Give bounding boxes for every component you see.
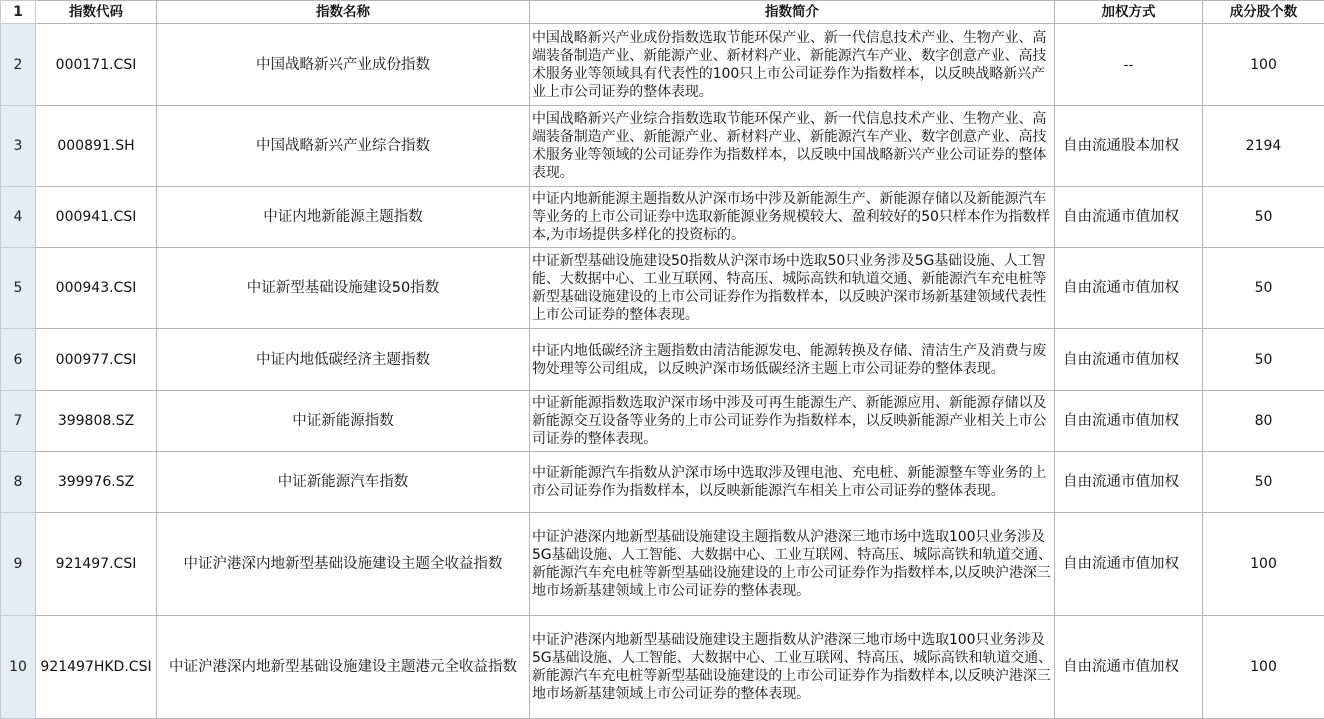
cell-code[interactable]: 000941.CSI (36, 187, 157, 248)
cell-weighting[interactable]: 自由流通股本加权 (1055, 106, 1203, 187)
cell-description[interactable]: 中证沪港深内地新型基础设施建设主题指数从沪港深三地市场中选取100只业务涉及5G基础设施、人工智能、大数据中心、工业互联网、特高压、城际高铁和轨道交通、新能源汽车充电桩等新型基础设施建设的上市公司证券作为指数样本,以反映沪港深三地市场新基建领域上市公司证券的整体表现。 (530, 513, 1055, 616)
cell-name[interactable]: 中国战略新兴产业综合指数 (157, 106, 530, 187)
cell-constituents[interactable]: 50 (1203, 452, 1324, 513)
cell-description[interactable]: 中国战略新兴产业综合指数选取节能环保产业、新一代信息技术产业、生物产业、高端装备制造产业、新能源产业、新材料产业、新能源汽车产业、数字创意产业、高技术服务业等领域的公司证券作为指数样本，以反映中国战略新兴产业公司证券的整体表现。 (530, 106, 1055, 187)
cell-name[interactable]: 中国战略新兴产业成份指数 (157, 24, 530, 106)
cell-name[interactable]: 中证沪港深内地新型基础设施建设主题全收益指数 (157, 513, 530, 616)
cell-constituents[interactable]: 100 (1203, 616, 1324, 719)
column-header-constituents[interactable]: 成分股个数 (1203, 1, 1324, 24)
row-header[interactable]: 5 (1, 248, 36, 329)
table-row (1, 616, 1324, 719)
cell-code[interactable]: 399808.SZ (36, 391, 157, 452)
row-header[interactable]: 6 (1, 329, 36, 391)
row-header[interactable]: 8 (1, 452, 36, 513)
column-header-description[interactable]: 指数简介 (530, 1, 1055, 24)
header-row (1, 1, 1324, 24)
cell-constituents[interactable]: 100 (1203, 24, 1324, 106)
cell-constituents[interactable]: 50 (1203, 187, 1324, 248)
cell-description[interactable]: 中证内地新能源主题指数从沪深市场中涉及新能源生产、新能源存储以及新能源汽车等业务的上市公司证券中选取新能源业务规模较大、盈利较好的50只样本作为指数样本,为市场提供多样化的投资标的。 (530, 187, 1055, 248)
cell-code[interactable]: 000891.SH (36, 106, 157, 187)
cell-weighting[interactable]: 自由流通市值加权 (1055, 391, 1203, 452)
table-row (1, 391, 1324, 452)
column-header-weighting[interactable]: 加权方式 (1055, 1, 1203, 24)
table-row (1, 513, 1324, 616)
cell-description[interactable]: 中国战略新兴产业成份指数选取节能环保产业、新一代信息技术产业、生物产业、高端装备制造产业、新能源产业、新材料产业、新能源汽车产业、数字创意产业、高技术服务业等领域具有代表性的100只上市公司证券作为指数样本，以反映战略新兴产业上市公司证券的整体表现。 (530, 24, 1055, 106)
row-header[interactable]: 10 (1, 616, 36, 719)
cell-name[interactable]: 中证内地新能源主题指数 (157, 187, 530, 248)
cell-name[interactable]: 中证新能源汽车指数 (157, 452, 530, 513)
table-row (1, 329, 1324, 391)
table-row (1, 106, 1324, 187)
row-header[interactable]: 3 (1, 106, 36, 187)
cell-weighting[interactable]: 自由流通市值加权 (1055, 513, 1203, 616)
row-header[interactable]: 2 (1, 24, 36, 106)
cell-constituents[interactable]: 50 (1203, 329, 1324, 391)
table-row (1, 248, 1324, 329)
row-header-1[interactable]: 1 (1, 1, 36, 24)
cell-description[interactable]: 中证内地低碳经济主题指数由清洁能源发电、能源转换及存储、清洁生产及消费与废物处理等公司组成，以反映沪深市场低碳经济主题上市公司证券的整体表现。 (530, 329, 1055, 391)
cell-constituents[interactable]: 100 (1203, 513, 1324, 616)
cell-constituents[interactable]: 2194 (1203, 106, 1324, 187)
cell-weighting[interactable]: 自由流通市值加权 (1055, 616, 1203, 719)
cell-weighting[interactable]: 自由流通市值加权 (1055, 329, 1203, 391)
row-header[interactable]: 9 (1, 513, 36, 616)
cell-code[interactable]: 000171.CSI (36, 24, 157, 106)
cell-name[interactable]: 中证新能源指数 (157, 391, 530, 452)
cell-code[interactable]: 921497.CSI (36, 513, 157, 616)
cell-weighting[interactable]: 自由流通市值加权 (1055, 248, 1203, 329)
cell-constituents[interactable]: 50 (1203, 248, 1324, 329)
cell-code[interactable]: 921497HKD.CSI (36, 616, 157, 719)
cell-name[interactable]: 中证新型基础设施建设50指数 (157, 248, 530, 329)
cell-weighting[interactable]: 自由流通市值加权 (1055, 452, 1203, 513)
cell-name[interactable]: 中证沪港深内地新型基础设施建设主题港元全收益指数 (157, 616, 530, 719)
cell-code[interactable]: 000943.CSI (36, 248, 157, 329)
cell-description[interactable]: 中证新能源指数选取沪深市场中涉及可再生能源生产、新能源应用、新能源存储以及新能源交互设备等业务的上市公司证券作为指数样本，以反映新能源产业相关上市公司证券的整体表现。 (530, 391, 1055, 452)
cell-description[interactable]: 中证新能源汽车指数从沪深市场中选取涉及锂电池、充电桩、新能源整车等业务的上市公司证券作为指数样本，以反映新能源汽车相关上市公司证券的整体表现。 (530, 452, 1055, 513)
cell-code[interactable]: 399976.SZ (36, 452, 157, 513)
cell-description[interactable]: 中证沪港深内地新型基础设施建设主题指数从沪港深三地市场中选取100只业务涉及5G基础设施、人工智能、大数据中心、工业互联网、特高压、城际高铁和轨道交通、新能源汽车充电桩等新型基础设施建设的上市公司证券作为指数样本,以反映沪港深三地市场新基建领域上市公司证券的整体表现。 (530, 616, 1055, 719)
cell-weighting[interactable]: 自由流通市值加权 (1055, 187, 1203, 248)
table-row (1, 24, 1324, 106)
row-header[interactable]: 4 (1, 187, 36, 248)
cell-weighting[interactable]: -- (1055, 24, 1203, 106)
row-header[interactable]: 7 (1, 391, 36, 452)
cell-name[interactable]: 中证内地低碳经济主题指数 (157, 329, 530, 391)
cell-code[interactable]: 000977.CSI (36, 329, 157, 391)
table-row (1, 452, 1324, 513)
cell-constituents[interactable]: 80 (1203, 391, 1324, 452)
cell-description[interactable]: 中证新型基础设施建设50指数从沪深市场中选取50只业务涉及5G基础设施、人工智能、大数据中心、工业互联网、特高压、城际高铁和轨道交通、新能源汽车充电桩等新型基础设施建设的上市公司证券作为指数样本，以反映沪深市场新基建领域代表性上市公司证券的整体表现。 (530, 248, 1055, 329)
column-header-name[interactable]: 指数名称 (157, 1, 530, 24)
column-header-code[interactable]: 指数代码 (36, 1, 157, 24)
table-row (1, 187, 1324, 248)
